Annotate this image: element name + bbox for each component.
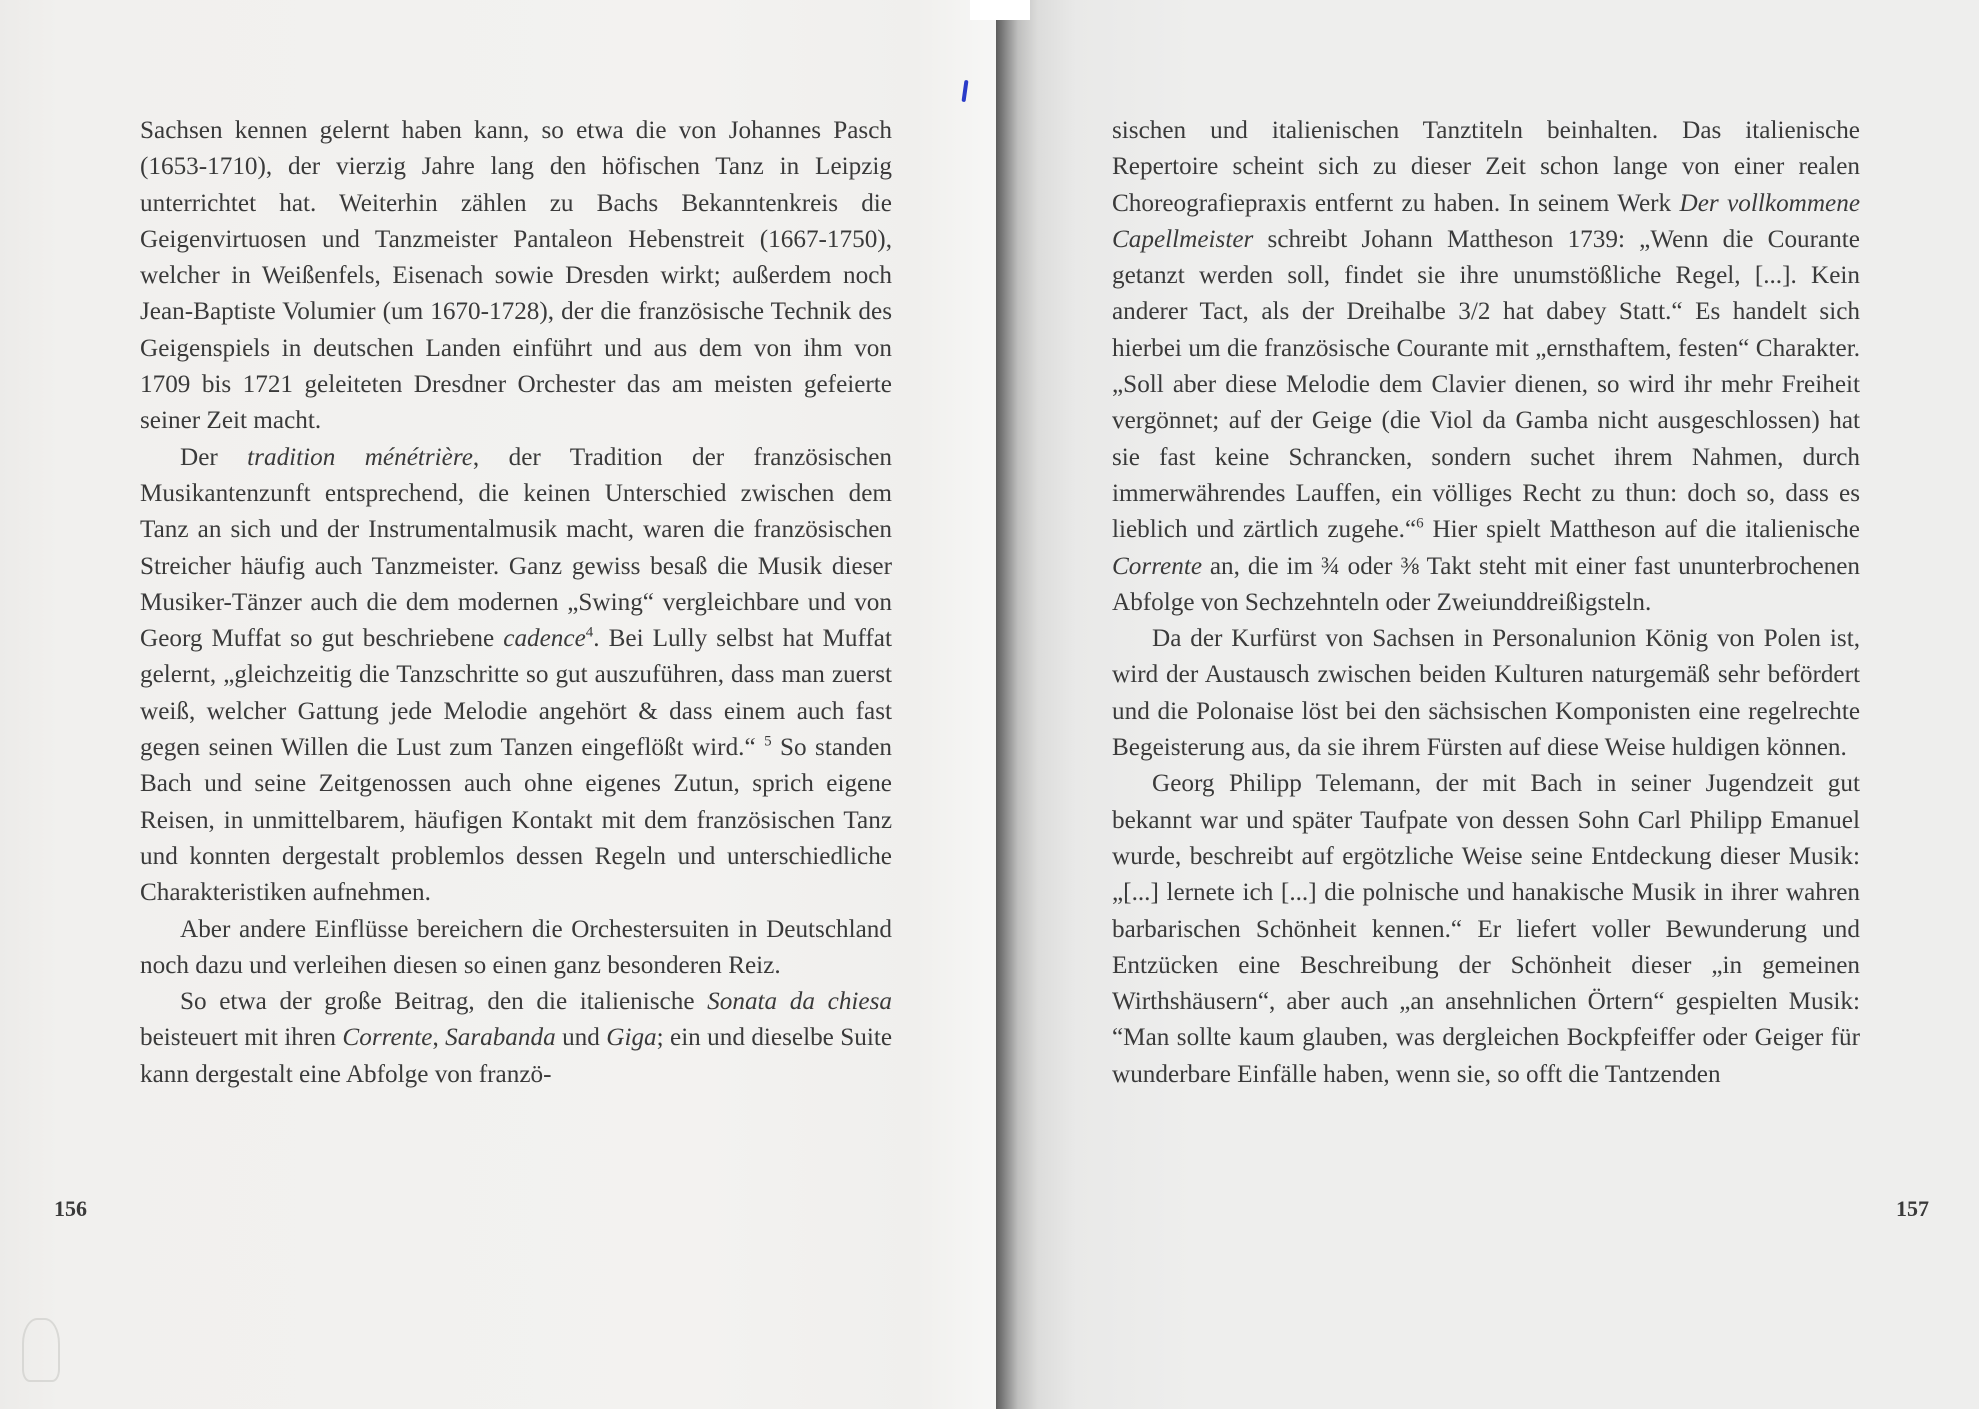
text-run: ,	[432, 1024, 446, 1052]
text-run: Sachsen kennen gelernt haben kann, so etwa die von Johannes Pasch (1653-1710), der vierzig Jahre lang den höfischen Tanz in Leipzig unterrichtet hat. Weiterhin zählen zu Bachs Bekanntenkreis die Geigenvirtuosen und Tanzmeister Pantaleon Hebenstreit (1667-1750), welcher in Weißenfels, Eisenach sowie Dresden wirkt; außerdem noch Jean-Baptiste Volumier (um 1670-1728), der die französische Technik des Geigenspiels in deutschen Landen einführt und aus dem von ihm von 1709 bis 1721 geleiteten Dresdner Orchester das am meisten gefeierte seiner Zeit macht.	[140, 117, 892, 435]
italic-text: Corrente	[342, 1024, 433, 1052]
text-run: und	[555, 1024, 607, 1052]
footnote-ref: 4	[585, 624, 594, 641]
text-run: an, die im ¾ oder ⅜ Takt steht mit einer fast ununterbrochenen Abfolge von Sechzehnteln oder Zweiunddreißigsteln.	[1112, 552, 1860, 616]
text-run: Hier spielt Mattheson auf die italienische	[1423, 516, 1860, 544]
text-run: So etwa der große Beitrag, den die italienische	[180, 988, 708, 1016]
paragraph	[140, 113, 892, 440]
text-run: beisteuert mit ihren	[140, 1024, 343, 1052]
page-number-left: 156	[54, 1196, 87, 1221]
text-run: Aber andere Einflüsse bereichern die Orchestersuiten in Deutschland noch dazu und verleihen diesen so einen ganz besonderen Reiz.	[140, 915, 892, 979]
italic-text: Sarabanda	[445, 1024, 556, 1052]
text-run: sischen und italienischen Tanztiteln beinhalten. Das italienische Repertoire scheint sich zu dieser Zeit schon lange von einer realen Choreografiepraxis entfernt zu haben. In seinem Werk	[1112, 117, 1860, 217]
footnote-ref: 5	[764, 733, 772, 750]
gutter-highlight	[970, 0, 1030, 20]
corner-stamp-icon	[22, 1318, 60, 1382]
text-run: schreibt Johann Mattheson 1739: „Wenn die Courante getanzt werden soll, findet sie ihre unumstößliche Regel, [...]. Kein anderer Tact, als der Dreihalbe 3/2 hat dabey Statt.“ Es handelt sich hierbei um die französische Courante mit „ernsthaftem, festen“ Charakter. „Soll aber diese Melodie dem Clavier dienen, so wird ihr mehr Freiheit vergönnet; auf der Geige (die Viol da Gamba nicht ausgeschlossen) hat sie fast keine Schrancken, sondern suchet ihrem Nahmen, durch immerwährendes Lauffen, ein völliges Recht zu thun: doch so, dass es lieblich und zärtlich zugehe.“	[1112, 225, 1860, 544]
right-page-text	[1112, 113, 1860, 1093]
text-run: Da der Kurfürst von Sachsen in Personalunion König von Polen ist, wird der Austausch zwischen beiden Kulturen naturgemäß sehr befördert und die Polonaise löst bei den sächsischen Komponisten eine regelrechte Begeisterung aus, da sie ihrem Fürsten auf diese Weise huldigen können.	[1112, 625, 1860, 762]
paragraph	[1112, 621, 1860, 766]
text-run: Georg Philipp Telemann, der mit Bach in seiner Jugendzeit gut bekannt war und später Taufpate von dessen Sohn Carl Philipp Emanuel wurde, beschreibt auf ergötzliche Weise seine Entdeckung dieser Musik: „[...] lernete ich [...] die polnische und hanakische Musik in ihrer wahren barbarischen Schönheit kennen.“ Er liefert voller Bewunderung und Entzücken eine Beschreibung der Schönheit dieser „in gemeinen Wirthshäusern“, aber auch „an ansehnlichen Örtern“ gespielten Musik: “Man sollte kaum glauben, was dergleichen Bockpfeiffer oder Geiger für wunderbare Einfälle haben, wenn sie, so offt die Tantzenden	[1112, 770, 1860, 1088]
paragraph	[1112, 113, 1860, 621]
text-run: ; ein und dieselbe Suite kann dergestalt eine Abfolge von franzö-	[140, 1024, 893, 1088]
paragraph	[140, 984, 892, 1093]
text-run: So standen Bach und seine Zeitgenossen auch ohne eigenes Zutun, sprich eigene Reisen, in unmittelbarem, häufigen Kontakt mit dem französischen Tanz und konnten dergestalt problemlos dessen Regeln und unterschiedliche Charakteristiken aufnehmen.	[140, 734, 892, 907]
right-page	[996, 0, 1979, 1409]
italic-text: Giga	[606, 1024, 657, 1052]
footnote-ref: 6	[1416, 515, 1424, 532]
italic-text: tradition ménétrière	[247, 443, 473, 471]
text-run: Der	[180, 443, 248, 471]
italic-text: Der vollkommene Capellmeister	[1112, 189, 1860, 253]
text-run: , der Tradition der französischen Musikantenzunft entsprechend, die keinen Unterschied zwischen dem Tanz an sich und der Instrumentalmusik macht, waren die französischen Streicher häufig auch Tanzmeister. Ganz gewiss besaß die Musik dieser Musiker-Tänzer auch die dem modernen „Swing“ vergleichbare und von Georg Muffat so gut beschriebene	[140, 443, 893, 653]
italic-text: cadence	[503, 625, 586, 653]
paragraph	[140, 912, 892, 985]
paragraph	[140, 440, 892, 912]
text-run: . Bei Lully selbst hat Muffat gelernt, „gleichzeitig die Tanzschritte so gut auszuführen, dass man zuerst weiß, welcher Gattung jede Melodie angehört & dass einem auch fast gegen seinen Willen die Lust zum Tanzen eingeflößt wird.“	[140, 625, 892, 762]
left-page-text	[140, 113, 892, 1093]
italic-text: Sonata da chiesa	[707, 988, 892, 1016]
page-number-right: 157	[1896, 1196, 1929, 1221]
paragraph	[1112, 766, 1860, 1093]
italic-text: Corrente	[1112, 552, 1203, 580]
